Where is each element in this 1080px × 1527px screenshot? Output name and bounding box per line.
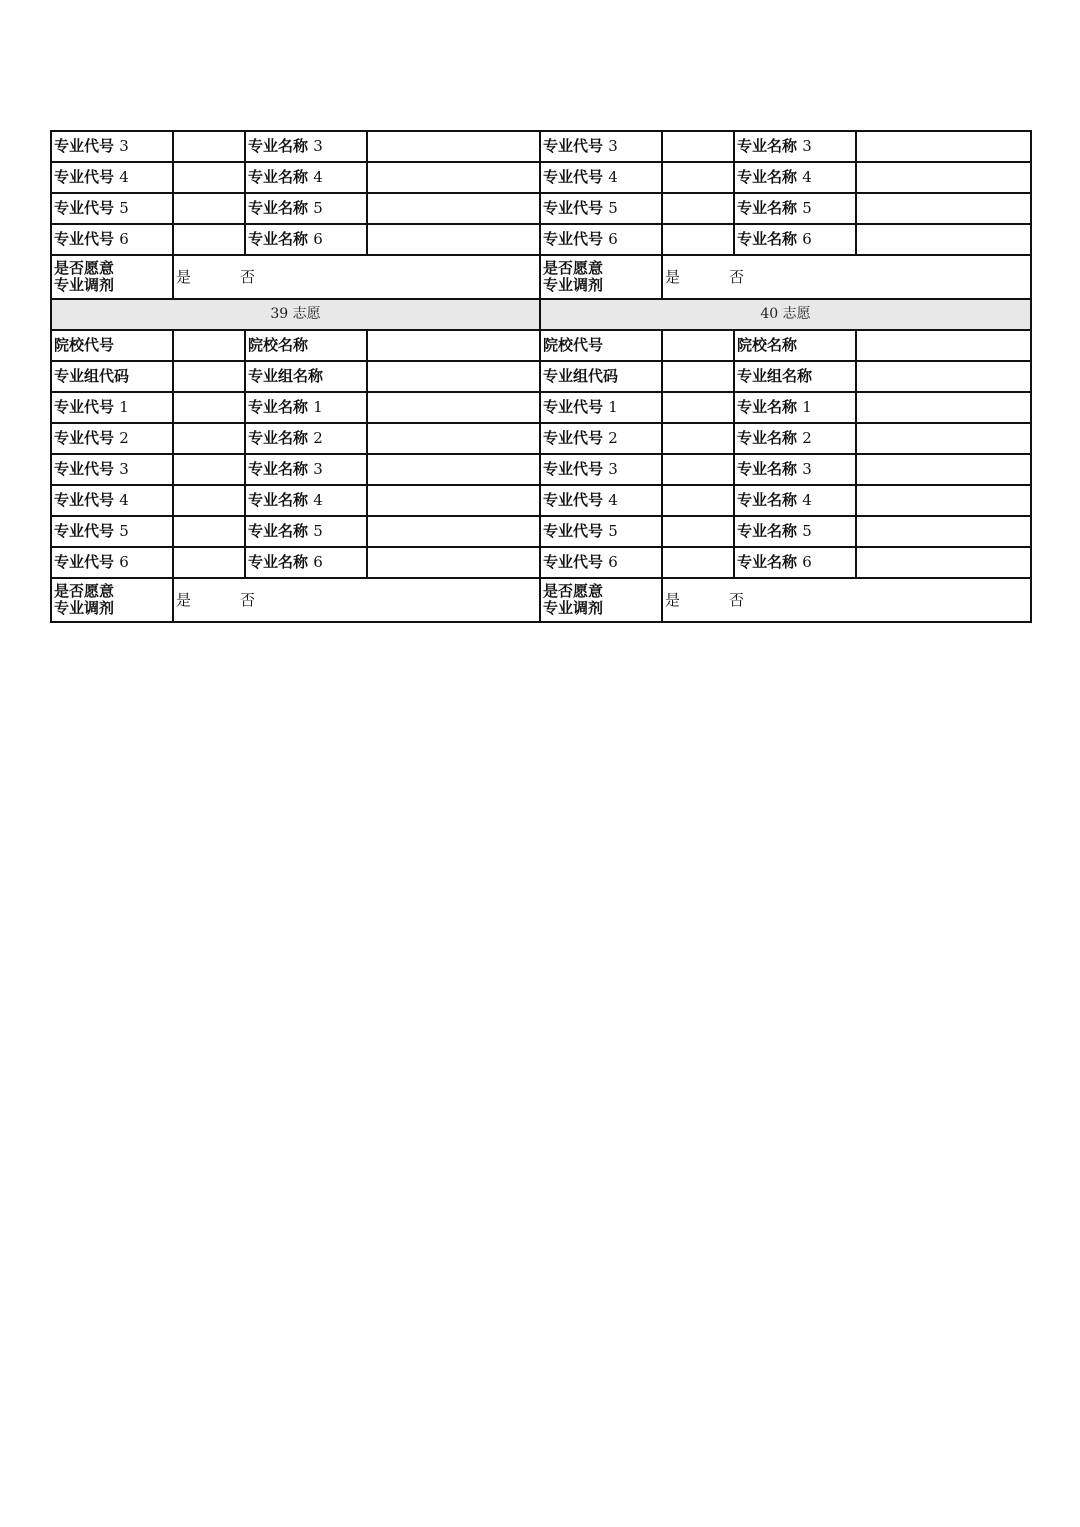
table-row (51, 454, 1031, 485)
adjustment-label: 是否愿意 专业调剂 (540, 578, 662, 622)
major-code-label: 专业代号 4 (51, 485, 173, 516)
major-code-label: 专业代号 3 (540, 131, 662, 162)
major-name-field[interactable] (856, 193, 1031, 224)
major-code-field[interactable] (662, 485, 734, 516)
volunteer-table (50, 130, 1032, 623)
major-code-field[interactable] (173, 547, 245, 578)
school-name-field[interactable] (856, 330, 1031, 361)
adjustment-no-option[interactable]: 否 (240, 590, 256, 609)
school-name-field[interactable] (367, 330, 540, 361)
major-name-label: 专业名称 5 (245, 516, 367, 547)
major-name-field[interactable] (856, 131, 1031, 162)
major-code-field[interactable] (173, 162, 245, 193)
group-name-field[interactable] (856, 361, 1031, 392)
table-row (51, 547, 1031, 578)
major-code-label: 专业代号 3 (51, 454, 173, 485)
major-code-label: 专业代号 5 (540, 516, 662, 547)
table-row (51, 485, 1031, 516)
group-name-label: 专业组名称 (734, 361, 856, 392)
major-code-label: 专业代号 1 (540, 392, 662, 423)
table-row (51, 193, 1031, 224)
adjustment-choice[interactable] (662, 255, 1031, 299)
major-name-label: 专业名称 5 (245, 193, 367, 224)
major-name-field[interactable] (367, 193, 540, 224)
major-name-label: 专业名称 1 (245, 392, 367, 423)
major-name-field[interactable] (856, 392, 1031, 423)
major-name-field[interactable] (856, 423, 1031, 454)
group-code-label: 专业组代码 (540, 361, 662, 392)
major-name-field[interactable] (367, 224, 540, 255)
major-code-field[interactable] (173, 392, 245, 423)
school-code-label: 院校代号 (51, 330, 173, 361)
major-code-label: 专业代号 4 (540, 485, 662, 516)
major-name-field[interactable] (856, 547, 1031, 578)
major-name-field[interactable] (856, 162, 1031, 193)
major-name-field[interactable] (367, 131, 540, 162)
major-code-field[interactable] (662, 131, 734, 162)
major-name-label: 专业名称 1 (734, 392, 856, 423)
major-code-field[interactable] (173, 224, 245, 255)
volunteer-header-row (51, 299, 1031, 330)
adjustment-yes-option[interactable]: 是 (665, 267, 681, 286)
major-name-label: 专业名称 3 (734, 454, 856, 485)
major-code-field[interactable] (662, 224, 734, 255)
major-code-field[interactable] (662, 454, 734, 485)
major-name-field[interactable] (367, 162, 540, 193)
major-name-label: 专业名称 6 (734, 547, 856, 578)
table-row (51, 392, 1031, 423)
school-name-label: 院校名称 (734, 330, 856, 361)
school-code-field[interactable] (173, 330, 245, 361)
major-code-field[interactable] (662, 423, 734, 454)
major-code-field[interactable] (662, 547, 734, 578)
major-name-field[interactable] (856, 485, 1031, 516)
major-code-field[interactable] (173, 485, 245, 516)
major-name-label: 专业名称 5 (734, 516, 856, 547)
major-code-field[interactable] (662, 392, 734, 423)
major-name-label: 专业名称 4 (245, 485, 367, 516)
major-code-field[interactable] (173, 423, 245, 454)
table-row (51, 330, 1031, 361)
major-name-field[interactable] (367, 485, 540, 516)
application-form-sheet (50, 130, 1030, 623)
major-code-label: 专业代号 6 (540, 547, 662, 578)
adjustment-label: 是否愿意 专业调剂 (51, 578, 173, 622)
major-name-field[interactable] (367, 454, 540, 485)
major-name-label: 专业名称 3 (245, 454, 367, 485)
adjustment-yes-option[interactable]: 是 (176, 590, 192, 609)
adjustment-no-option[interactable]: 否 (729, 267, 745, 286)
group-code-field[interactable] (173, 361, 245, 392)
major-code-label: 专业代号 6 (51, 224, 173, 255)
major-code-label: 专业代号 3 (540, 454, 662, 485)
major-code-label: 专业代号 5 (51, 193, 173, 224)
adjustment-yes-option[interactable]: 是 (176, 267, 192, 286)
major-code-label: 专业代号 2 (540, 423, 662, 454)
major-name-label: 专业名称 6 (245, 224, 367, 255)
school-code-label: 院校代号 (540, 330, 662, 361)
table-row (51, 361, 1031, 392)
school-name-label: 院校名称 (245, 330, 367, 361)
table-row (51, 224, 1031, 255)
adjustment-choice[interactable] (662, 578, 1031, 622)
major-code-field[interactable] (662, 193, 734, 224)
major-code-label: 专业代号 6 (51, 547, 173, 578)
major-name-label: 专业名称 2 (734, 423, 856, 454)
major-name-label: 专业名称 5 (734, 193, 856, 224)
major-code-field[interactable] (662, 516, 734, 547)
adjustment-row (51, 255, 1031, 299)
major-name-label: 专业名称 6 (734, 224, 856, 255)
major-code-field[interactable] (173, 516, 245, 547)
major-code-label: 专业代号 5 (540, 193, 662, 224)
major-code-label: 专业代号 4 (540, 162, 662, 193)
major-name-field[interactable] (367, 392, 540, 423)
major-name-label: 专业名称 6 (245, 547, 367, 578)
major-name-field[interactable] (367, 516, 540, 547)
adjustment-yes-option[interactable]: 是 (665, 590, 681, 609)
school-code-field[interactable] (662, 330, 734, 361)
major-code-label: 专业代号 6 (540, 224, 662, 255)
major-name-field[interactable] (856, 224, 1031, 255)
major-code-field[interactable] (173, 454, 245, 485)
adjustment-no-option[interactable]: 否 (240, 267, 256, 286)
group-code-label: 专业组代码 (51, 361, 173, 392)
major-code-label: 专业代号 4 (51, 162, 173, 193)
major-name-field[interactable] (856, 516, 1031, 547)
adjustment-no-option[interactable]: 否 (729, 590, 745, 609)
major-code-label: 专业代号 3 (51, 131, 173, 162)
group-name-field[interactable] (367, 361, 540, 392)
group-code-field[interactable] (662, 361, 734, 392)
adjustment-choice[interactable] (173, 578, 540, 622)
major-code-label: 专业代号 1 (51, 392, 173, 423)
volunteer-39-header: 39 志愿 (51, 299, 540, 330)
major-name-field[interactable] (367, 423, 540, 454)
major-name-label: 专业名称 2 (245, 423, 367, 454)
adjustment-choice[interactable] (173, 255, 540, 299)
adjustment-label: 是否愿意 专业调剂 (51, 255, 173, 299)
major-code-label: 专业代号 5 (51, 516, 173, 547)
major-name-field[interactable] (367, 547, 540, 578)
major-name-field[interactable] (856, 454, 1031, 485)
major-name-label: 专业名称 4 (734, 485, 856, 516)
adjustment-row (51, 578, 1031, 622)
volunteer-40-header: 40 志愿 (540, 299, 1031, 330)
major-code-field[interactable] (662, 162, 734, 193)
group-name-label: 专业组名称 (245, 361, 367, 392)
major-name-label: 专业名称 3 (734, 131, 856, 162)
major-code-field[interactable] (173, 131, 245, 162)
table-row (51, 162, 1031, 193)
table-row (51, 423, 1031, 454)
major-code-label: 专业代号 2 (51, 423, 173, 454)
adjustment-label: 是否愿意 专业调剂 (540, 255, 662, 299)
major-code-field[interactable] (173, 193, 245, 224)
major-name-label: 专业名称 3 (245, 131, 367, 162)
major-name-label: 专业名称 4 (245, 162, 367, 193)
table-row (51, 131, 1031, 162)
table-row (51, 516, 1031, 547)
major-name-label: 专业名称 4 (734, 162, 856, 193)
